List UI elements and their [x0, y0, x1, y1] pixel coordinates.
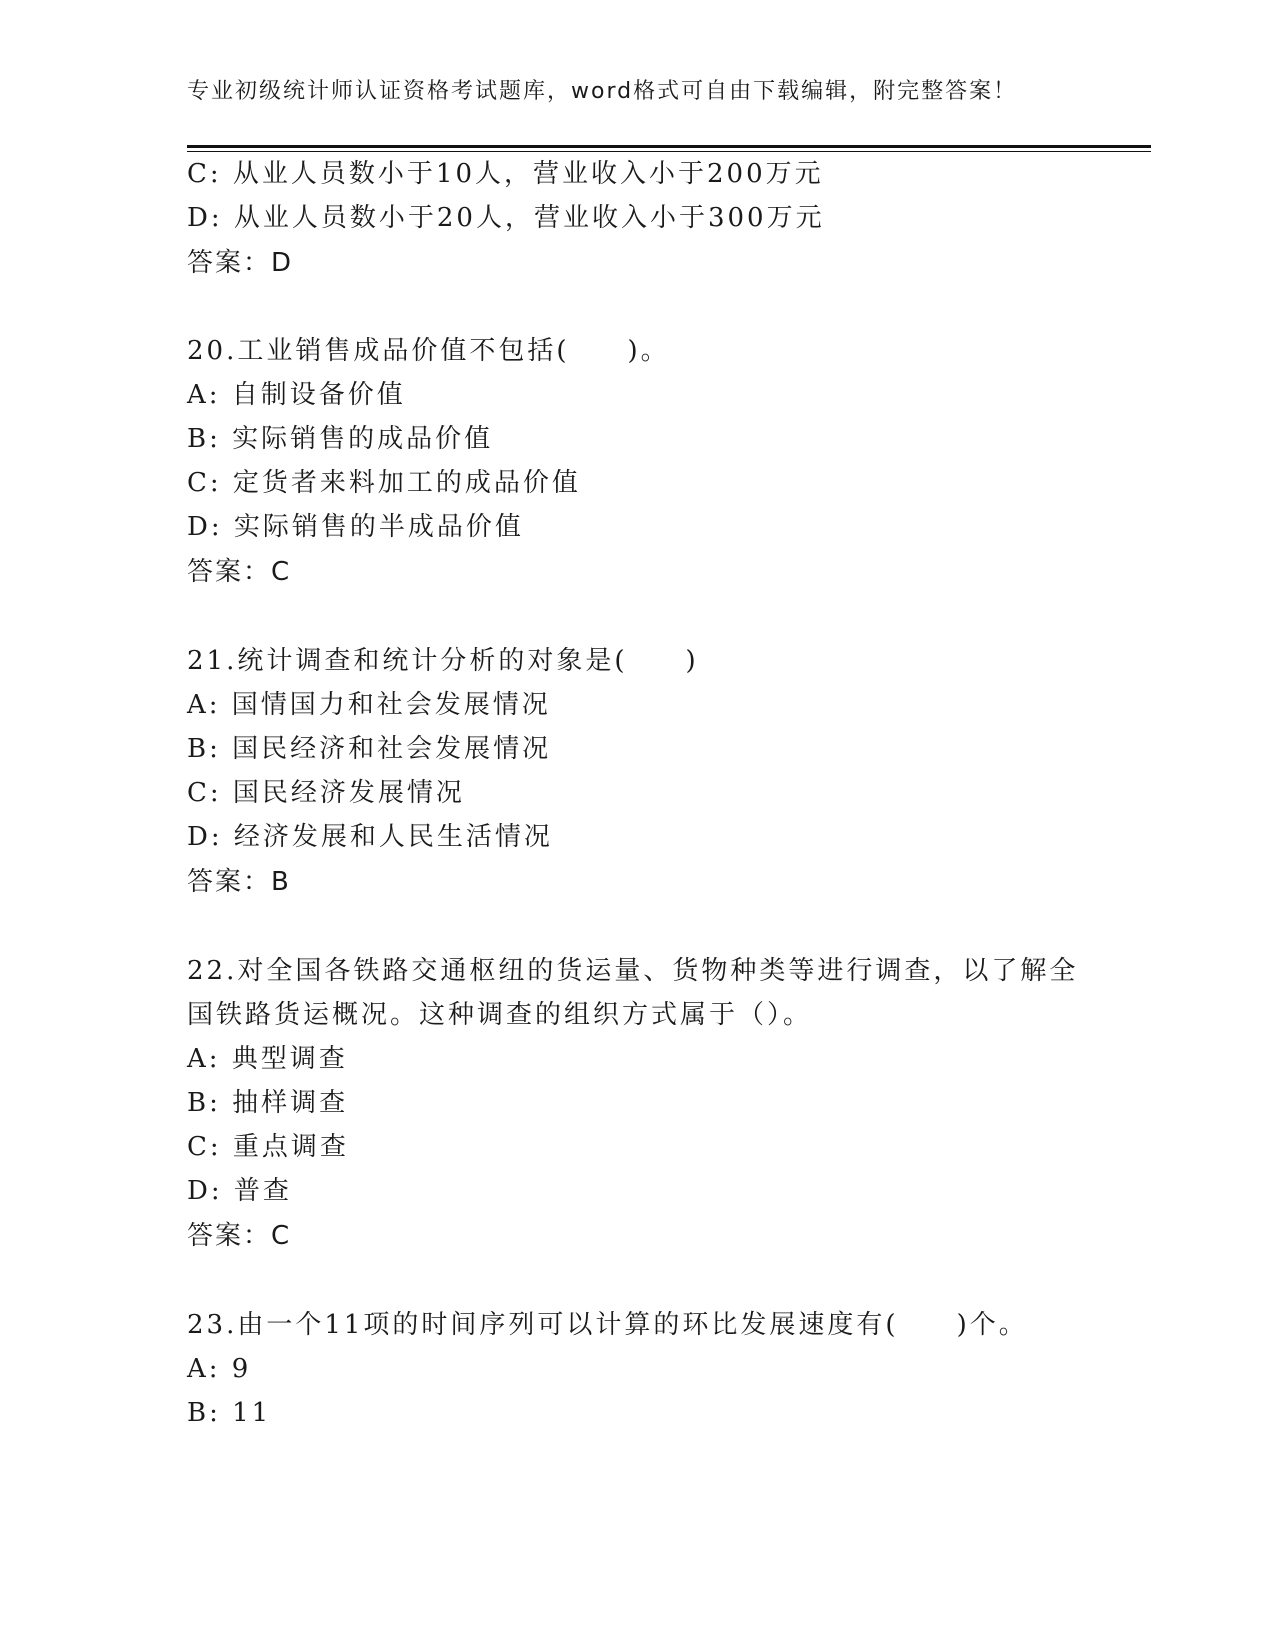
q21-option-c: C: 国民经济发展情况: [187, 778, 465, 808]
q23-option-b: B: 11: [187, 1398, 272, 1428]
question-21: 21.统计调查和统计分析的对象是( ): [187, 646, 699, 676]
q20-option-b: B: 实际销售的成品价值: [187, 424, 494, 454]
question-23: 23.由一个11项的时间序列可以计算的环比发展速度有( )个。: [187, 1310, 1028, 1340]
q21-answer: 答案：B: [187, 867, 291, 897]
question-22-line1: 22.对全国各铁路交通枢纽的货运量、货物种类等进行调查，以了解全: [187, 956, 1079, 986]
q21-option-d: D: 经济发展和人民生活情况: [187, 822, 553, 852]
page-header: 专业初级统计师认证资格考试题库，word格式可自由下载编辑，附完整答案！: [187, 79, 1018, 104]
question-20: 20.工业销售成品价值不包括( )。: [187, 336, 670, 366]
q20-answer: 答案：C: [187, 557, 292, 587]
q21-option-b: B: 国民经济和社会发展情况: [187, 734, 552, 764]
option-c-prev: C: 从业人员数小于10人，营业收入小于200万元: [187, 159, 824, 189]
q20-option-a: A: 自制设备价值: [187, 380, 406, 410]
q20-option-d: D: 实际销售的半成品价值: [187, 512, 524, 542]
header-rule-thin: [187, 151, 1151, 152]
option-d-prev: D: 从业人员数小于20人，营业收入小于300万元: [187, 203, 825, 233]
header-rule-thick: [187, 145, 1151, 148]
question-22-line2: 国铁路货运概况。这种调查的组织方式属于（）。: [187, 1000, 813, 1030]
answer-prev: 答案：D: [187, 248, 294, 278]
q22-option-d: D: 普查: [187, 1176, 292, 1206]
q22-option-c: C: 重点调查: [187, 1132, 349, 1162]
q20-option-c: C: 定货者来料加工的成品价值: [187, 468, 581, 498]
q23-option-a: A: 9: [187, 1354, 252, 1384]
q22-option-a: A: 典型调查: [187, 1044, 348, 1074]
q21-option-a: A: 国情国力和社会发展情况: [187, 690, 551, 720]
q22-option-b: B: 抽样调查: [187, 1088, 349, 1118]
q22-answer: 答案：C: [187, 1221, 292, 1251]
